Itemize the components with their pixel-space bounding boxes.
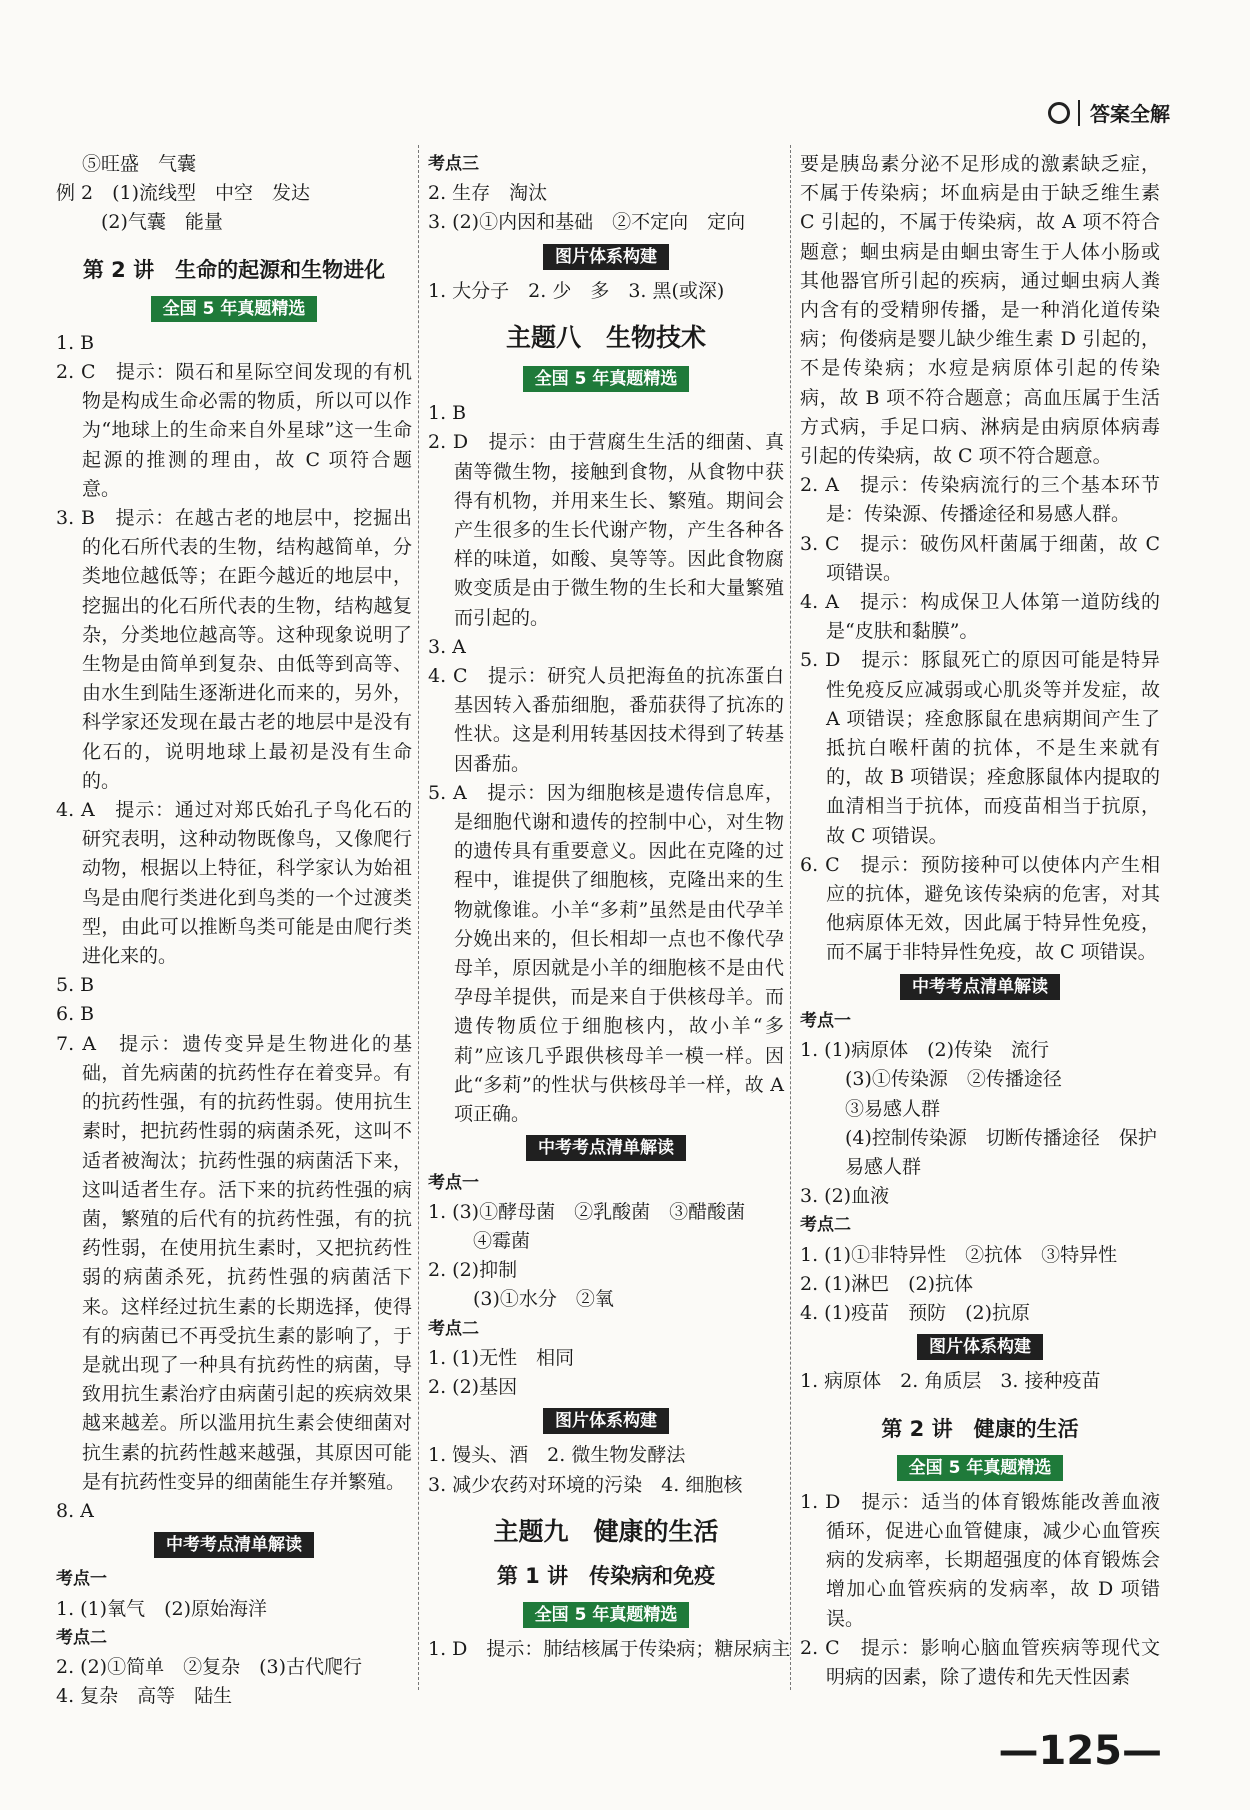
text-line: 1. D 提示：肺结核属于传染病；糖尿病主 bbox=[428, 1637, 791, 1660]
text-line: 2. (2)①简单 ②复杂 (3)古代爬行 bbox=[56, 1655, 362, 1678]
lecture-title: 第 2 讲 生命的起源和生物进化 bbox=[82, 257, 386, 282]
point-label: 考点一 bbox=[428, 1172, 479, 1193]
text-line: (2)气囊 能量 bbox=[82, 211, 223, 234]
brand-logo-icon bbox=[1048, 102, 1070, 124]
text-line: ③易感人群 bbox=[826, 1097, 941, 1120]
text-line: 例 2 (1)流线型 中空 发达 bbox=[56, 182, 311, 205]
answer-item: 5. B bbox=[56, 974, 95, 997]
answer-item: 2. C 提示：陨石和星际空间发现的有机物是构成生命必需的物质，所以可以作为“地球上的生命来自外星球”这一生命起源的推测的理由，故 C 项符合题意。 bbox=[56, 361, 412, 500]
section-badge: 中考考点清单解读 bbox=[154, 1532, 314, 1558]
text-line: 2. 生存 淘汰 bbox=[428, 182, 548, 205]
answer-item: 3. A bbox=[428, 635, 466, 658]
text-line: 1. 病原体 2. 角质层 3. 接种疫苗 bbox=[800, 1370, 1101, 1393]
section-badge: 图片体系构建 bbox=[543, 244, 669, 270]
text-line: 2. (1)淋巴 (2)抗体 bbox=[800, 1272, 973, 1295]
point-label: 考点二 bbox=[800, 1215, 851, 1236]
text-line: 易感人群 bbox=[826, 1155, 922, 1178]
theme-title: 主题九 健康的生活 bbox=[493, 1516, 719, 1546]
answer-item: 6. C 提示：预防接种可以使体内产生相应的抗体，避免该传染病的危害，对其他病原体无效，因此属于特异性免疫，而不属于非特异性免疫，故 C 项错误。 bbox=[800, 853, 1160, 964]
answer-item: 6. B bbox=[56, 1003, 95, 1026]
text-line: 4. (1)疫苗 预防 (2)抗原 bbox=[800, 1301, 1030, 1324]
theme-title: 主题八 生物技术 bbox=[505, 323, 706, 353]
section-badge: 中考考点清单解读 bbox=[900, 974, 1060, 1000]
text-line: (4)控制传染源 切断传播途径 保护 bbox=[826, 1126, 1157, 1149]
column-2 bbox=[428, 150, 791, 1664]
answer-item: 4. A 提示：构成保卫人体第一道防线的是“皮肤和黏膜”。 bbox=[800, 591, 1160, 643]
answer-item: 5. D 提示：豚鼠死亡的原因可能是特异性免疫反应减弱或心肌炎等并发症，故 A 项错误；痊愈豚鼠在患病期间产生了抵抗白喉杆菌的抗体，不是生来就有的，故 B 项错误；痊愈豚鼠体内提取的血清相当于抗体，而疫苗相当于抗原，故 C 项错误。 bbox=[800, 649, 1160, 847]
text-line: 1. (1)①非特异性 ②抗体 ③特异性 bbox=[800, 1243, 1118, 1266]
column-1 bbox=[56, 150, 412, 1711]
text-line: 1. (3)①酵母菌 ②乳酸菌 ③醋酸菌 bbox=[428, 1200, 746, 1223]
answer-item: 8. A bbox=[56, 1499, 94, 1522]
answer-item: 2. D 提示：由于营腐生生活的细菌、真菌等微生物，接触到食物，从食物中获得有机物，并用来生长、繁殖。期间会产生很多的生长代谢产物，产生各种各样的味道，如酸、臭等等。因此食物腐败变质是由于微生物的生长和大量繁殖而引起的。 bbox=[428, 431, 784, 629]
text-line: 1. 大分子 2. 少 多 3. 黑(或深) bbox=[428, 279, 725, 302]
answer-item: 1. B bbox=[56, 331, 95, 354]
section-badge: 全国 5 年真题精选 bbox=[523, 1602, 690, 1628]
answer-item: 7. A 提示：遗传变异是生物进化的基础，首先病菌的抗药性存在着变异。有的抗药性强，有的抗药性弱。使用抗生素时，把抗药性弱的病菌杀死，这叫不适者被淘汰；抗药性强的病菌活下来，这叫适者生存。活下来的抗药性强的病菌，繁殖的后代有的抗药性强，有的抗药性弱，在使用抗生素时，又把抗药性弱的病菌杀死，抗药性强的病菌活下来。这样经过抗生素的长期选择，使得有的病菌已不再受抗生素的影响了，于是就出现了一种具有抗药性的病菌，导致用抗生素治疗由病菌引起的疾病效果越来越差。所以滥用抗生素会使细菌对抗生素的抗药性越来越强，其原因可能是有抗药性变异的细菌能生存并繁殖。 bbox=[56, 1032, 412, 1493]
text-line: 3. 减少农药对环境的污染 4. 细胞核 bbox=[428, 1473, 743, 1496]
answer-item: 2. A 提示：传染病流行的三个基本环节是：传染源、传播途径和易感人群。 bbox=[800, 474, 1160, 526]
section-badge: 图片体系构建 bbox=[543, 1408, 669, 1434]
point-label: 考点二 bbox=[428, 1318, 479, 1339]
answer-item: 5. A 提示：因为细胞核是遗传信息库，是细胞代谢和遗传的控制中心，对生物的遗传具有重要意义。因此在克隆的过程中，谁提供了细胞核，克隆出来的生物就像谁。小羊“多莉”虽然是由代孕羊分娩出来的，但长相却一点也不像代孕母羊，原因就是小羊的细胞核不是由代孕母羊提供，而是来自于供核母羊。而遗传物质位于细胞核内，故小羊“多莉”应该几乎跟供核母羊一模一样。因此“多莉”的性状与供核母羊一样，故 A 项正确。 bbox=[428, 781, 784, 1126]
answer-item: 4. A 提示：通过对郑氏始孔子鸟化石的研究表明，这种动物既像鸟，又像爬行动物，根据以上特征，科学家认为始祖鸟是由爬行类进化到鸟类的一个过渡类型，由此可以推断鸟类可能是由爬行类进化来的。 bbox=[56, 799, 412, 968]
column-divider-1 bbox=[418, 145, 419, 1690]
point-label: 考点三 bbox=[428, 154, 479, 174]
text-line: 1. 馒头、酒 2. 微生物发酵法 bbox=[428, 1444, 686, 1467]
text-line: 2. (2)基因 bbox=[428, 1375, 518, 1398]
header-divider bbox=[1078, 100, 1080, 126]
text-line: 1. (1)氧气 (2)原始海洋 bbox=[56, 1597, 267, 1620]
answer-item: 2. C 提示：影响心脑血管疾病等现代文明病的因素，除了遗传和先天性因素 bbox=[800, 1636, 1160, 1688]
text-line: 3. (2)①内因和基础 ②不定向 定向 bbox=[428, 211, 746, 234]
text-line: 1. (1)病原体 (2)传染 流行 bbox=[800, 1039, 1049, 1062]
text-line: 3. (2)血液 bbox=[800, 1185, 890, 1208]
text-line: 2. (2)抑制 bbox=[428, 1259, 518, 1282]
page-header bbox=[1048, 98, 1170, 127]
point-label: 考点一 bbox=[56, 1569, 107, 1590]
text-line: (3)①传染源 ②传播途径 bbox=[826, 1068, 1062, 1091]
point-label: 考点一 bbox=[800, 1010, 851, 1031]
section-badge: 全国 5 年真题精选 bbox=[897, 1455, 1064, 1481]
text-line: (3)①水分 ②氧 bbox=[454, 1288, 614, 1311]
text-line: ⑤旺盛 气囊 bbox=[82, 153, 197, 175]
answer-item: 4. C 提示：研究人员把海鱼的抗冻蛋白基因转入番茄细胞，番茄获得了抗冻的性状。这是利用转基因技术得到了转基因番茄。 bbox=[428, 665, 784, 775]
lecture-title: 第 1 讲 传染病和免疫 bbox=[496, 1563, 716, 1588]
text-line: 1. (1)无性 相同 bbox=[428, 1346, 575, 1369]
text-line: 4. 复杂 高等 陆生 bbox=[56, 1685, 233, 1708]
section-badge: 图片体系构建 bbox=[917, 1334, 1043, 1360]
text-line: ④霉菌 bbox=[454, 1229, 531, 1252]
answer-item: 1. B bbox=[428, 402, 467, 425]
section-badge: 全国 5 年真题精选 bbox=[523, 366, 690, 392]
header-title: 答案全解 bbox=[1090, 102, 1170, 126]
column-3 bbox=[800, 150, 1160, 1692]
page-number: —125— bbox=[998, 1728, 1162, 1774]
answer-continuation: 要是胰岛素分泌不足形成的激素缺乏症，不属于传染病；坏血病是由于缺乏维生素 C 引起的，不属于传染病，故 A 项不符合题意；蛔虫病是由蛔虫寄生于人体小肠或其他器官所引起的疾病，通过蛔虫病人粪内含有的受精卵传播，是一种消化道传染病；佝偻病是婴儿缺少维生素 D 引起的，不是传染病；水痘是病原体引起的传染病，故 B 项不符合题意；高血压属于生活方式病，手足口病、淋病是由病原体病毒引起的传染病，故 C 项不符合题意。 bbox=[800, 153, 1160, 468]
section-badge: 全国 5 年真题精选 bbox=[151, 296, 318, 322]
answer-item: 3. B 提示：在越古老的地层中，挖掘出的化石所代表的生物，结构越简单，分类地位越低等；在距今越近的地层中，挖掘出的化石所代表的生物，结构越复杂，分类地位越高等。这种现象说明了生物是由简单到复杂、由低等到高等、由水生到陆生逐渐进化而来的，另外，科学家还发现在最古老的地层中是没有化石的，说明地球上最初是没有生命的。 bbox=[56, 507, 412, 792]
point-label: 考点二 bbox=[56, 1627, 107, 1648]
lecture-title: 第 2 讲 健康的生活 bbox=[881, 1416, 1079, 1441]
answer-item: 1. D 提示：适当的体育锻炼能改善血液循环，促进心血管健康，减少心血管疾病的发病率，长期超强度的体育锻炼会增加心血管疾病的发病率，故 D 项错误。 bbox=[800, 1490, 1160, 1630]
answer-item: 3. C 提示：破伤风杆菌属于细菌，故 C 项错误。 bbox=[800, 532, 1160, 584]
section-badge: 中考考点清单解读 bbox=[526, 1135, 686, 1161]
column-divider-2 bbox=[790, 145, 791, 1690]
